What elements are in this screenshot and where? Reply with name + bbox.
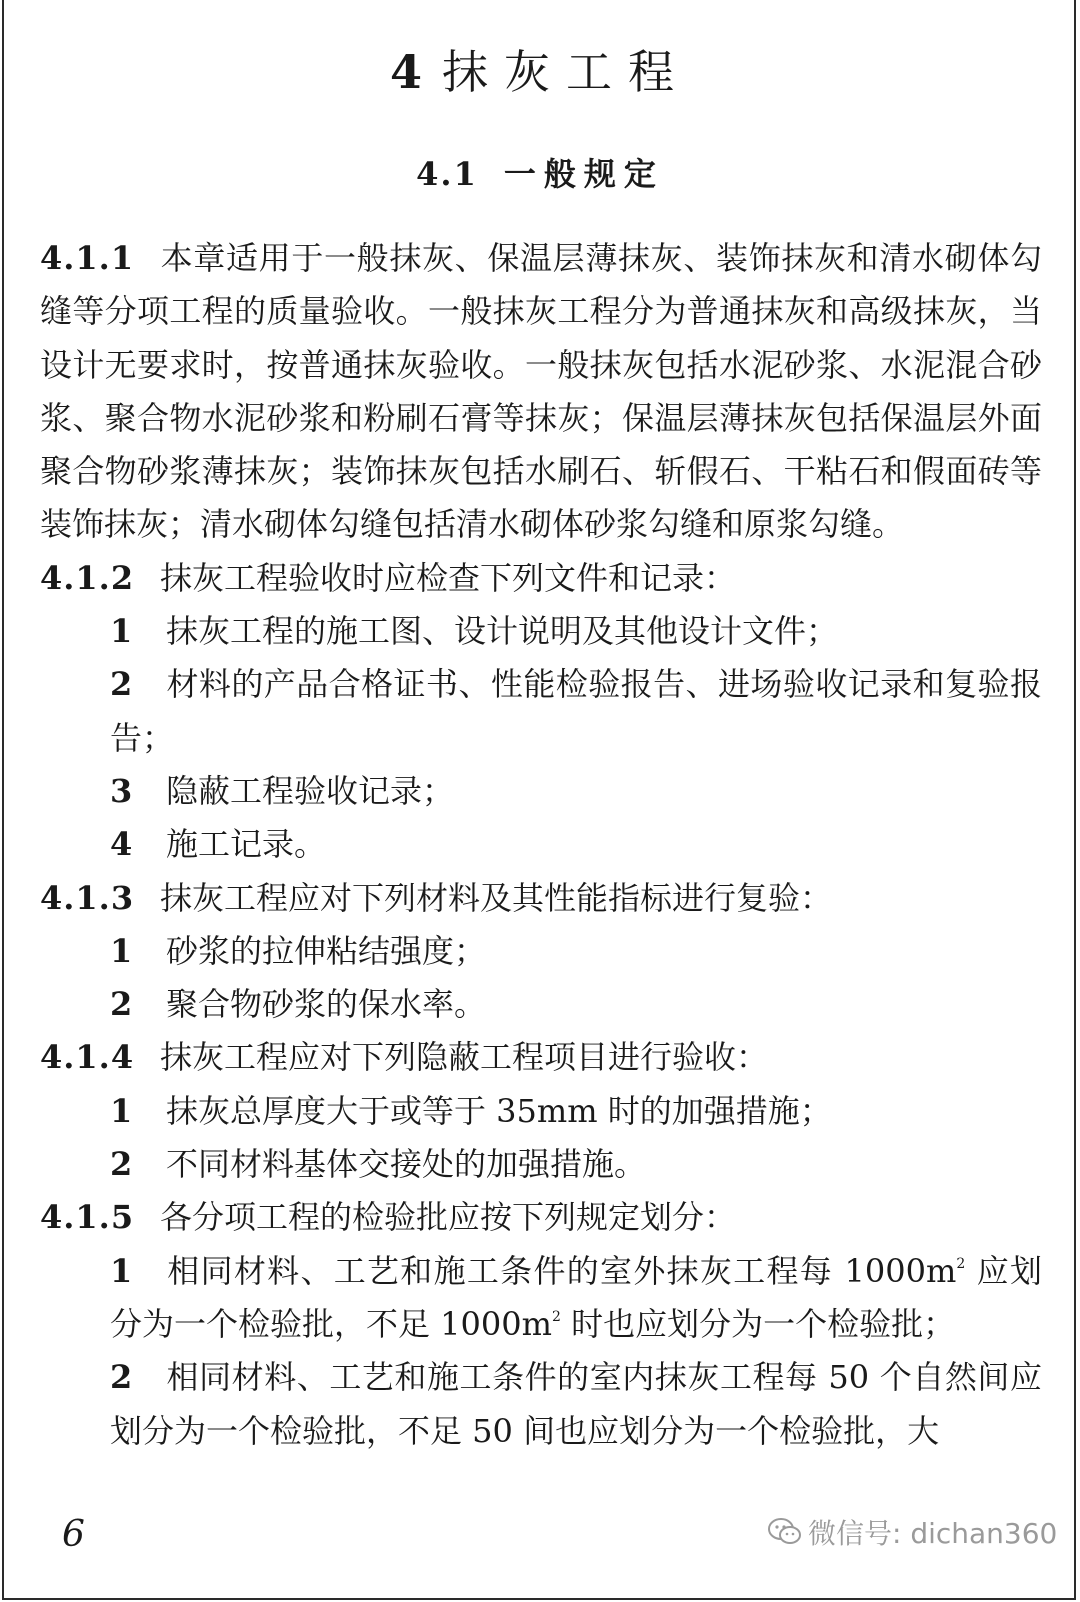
clause-4-1-1: [40, 232, 1042, 552]
watermark-text: 微信号: dichan360: [808, 1517, 1058, 1550]
list-item: [40, 1138, 1042, 1191]
clause-text: 抹灰工程应对下列隐蔽工程项目进行验收：: [160, 1038, 769, 1077]
item-number: 3: [110, 771, 133, 810]
item-text: 相同材料、工艺和施工条件的室内抹灰工程每 50 个自然间应划分为一个检验批，不足 50 间也应划分为一个检验批，大: [110, 1358, 1042, 1450]
clause-4-1-2: [40, 552, 1042, 605]
superscript: 2: [551, 1308, 561, 1325]
clause-number: 4.1.3: [40, 878, 135, 917]
item-text: 不同材料基体交接处的加强措施。: [166, 1145, 647, 1184]
chapter-number: 4: [389, 45, 422, 99]
item-text-part: 相同材料、工艺和施工条件的室外抹灰工程每 1000m: [166, 1251, 957, 1290]
item-text-part: 应划分为一个检验批，不足 1000m: [110, 1251, 1042, 1343]
item-number: 1: [110, 1251, 133, 1290]
page-number: 6: [62, 1514, 85, 1555]
item-text: 隐蔽工程验收记录；: [166, 771, 455, 810]
clause-text: 抹灰工程应对下列材料及其性能指标进行复验：: [160, 878, 833, 917]
list-item: [40, 658, 1042, 765]
clause-4-1-4: [40, 1031, 1042, 1084]
document-body: [40, 232, 1042, 1458]
wechat-icon: [768, 1517, 802, 1547]
item-text: 聚合物砂浆的保水率。: [166, 985, 487, 1024]
item-number: 4: [110, 825, 133, 864]
clause-text: 本章适用于一般抹灰、保温层薄抹灰、装饰抹灰和清水砌体勾缝等分项工程的质量验收。一般抹灰工程分为普通抹灰和高级抹灰，当设计无要求时，按普通抹灰验收。一般抹灰包括水泥砂浆、水泥混合砂浆、聚合物水泥砂浆和粉刷石膏等抹灰；保温层薄抹灰包括保温层外面聚合物砂浆薄抹灰；装饰抹灰包括水刷石、斩假石、干粘石和假面砖等装饰抹灰；清水砌体勾缝包括清水砌体砂浆勾缝和原浆勾缝。: [40, 239, 1042, 544]
item-number: 1: [110, 612, 133, 651]
list-item: [40, 765, 1042, 818]
clause-4-1-5: [40, 1191, 1042, 1244]
clause-number: 4.1.4: [40, 1038, 135, 1077]
chapter-title: [0, 40, 1080, 104]
clause-text: 各分项工程的检验批应按下列规定划分：: [160, 1198, 737, 1237]
item-text: 砂浆的拉伸粘结强度；: [166, 931, 487, 970]
item-text: 抹灰工程的施工图、设计说明及其他设计文件；: [166, 612, 839, 651]
item-number: 1: [110, 931, 133, 970]
section-title-text: 一般规定: [503, 155, 664, 193]
clause-number: 4.1.1: [40, 239, 135, 277]
list-item: [40, 605, 1042, 658]
section-title: [0, 152, 1080, 196]
item-number: 2: [110, 985, 133, 1024]
item-number: 1: [110, 1091, 133, 1130]
item-text-part: 时也应划分为一个检验批；: [560, 1304, 956, 1343]
list-item: [40, 1245, 1042, 1352]
list-item: [40, 1351, 1042, 1458]
clause-number: 4.1.2: [40, 558, 135, 597]
list-item: [40, 818, 1042, 871]
item-number: 2: [110, 1145, 133, 1184]
list-item: [40, 1085, 1042, 1138]
item-text: 抹灰总厚度大于或等于 35mm 时的加强措施；: [166, 1091, 832, 1130]
clause-number: 4.1.5: [40, 1198, 135, 1237]
list-item: [40, 925, 1042, 978]
watermark: [768, 1512, 1057, 1552]
item-text: 材料的产品合格证书、性能检验报告、进场验收记录和复验报告；: [110, 665, 1042, 757]
clause-text: 抹灰工程验收时应检查下列文件和记录：: [160, 558, 737, 597]
section-number: 4.1: [416, 155, 478, 193]
item-number: 2: [110, 665, 133, 704]
clause-4-1-3: [40, 872, 1042, 925]
superscript: 2: [956, 1255, 966, 1272]
item-text: 施工记录。: [166, 825, 327, 864]
item-number: 2: [110, 1358, 133, 1397]
chapter-title-text: 抹灰工程: [442, 45, 690, 99]
list-item: [40, 978, 1042, 1031]
